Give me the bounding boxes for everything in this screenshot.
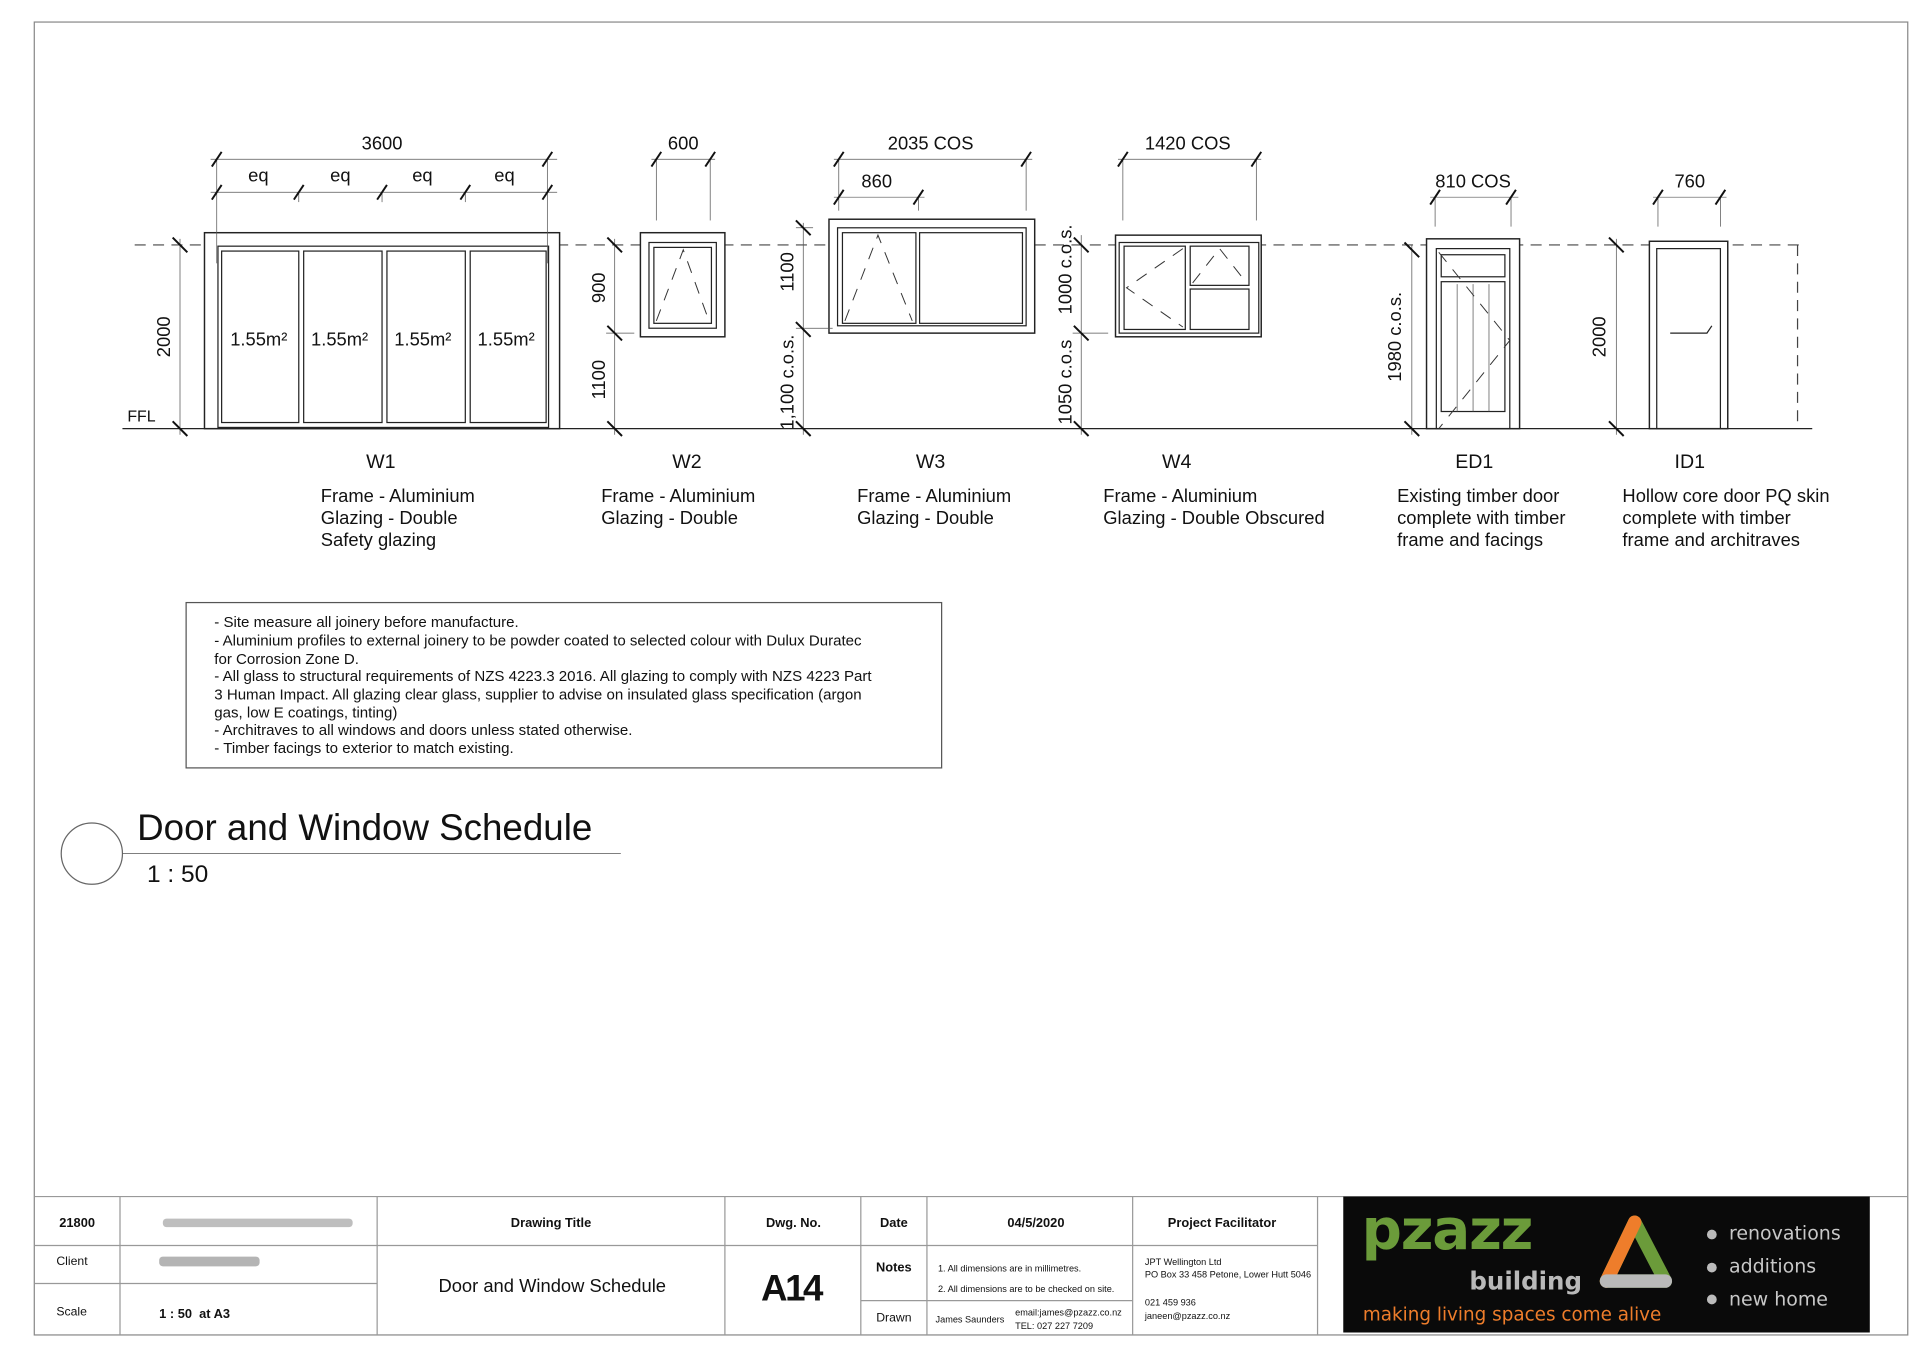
view-reference-circle (61, 823, 122, 884)
desc-line: complete with timber (1397, 507, 1566, 529)
pf-line: PO Box 33 458 Petone, Lower Hutt 5046 (1144, 1269, 1312, 1280)
w4-elevation (1054, 132, 1261, 436)
id1-width-dim: 760 (1674, 170, 1706, 192)
ed1-elevation (1384, 170, 1520, 436)
logo-sub: building (1469, 1266, 1583, 1296)
w2-width-dim: 600 (667, 132, 699, 154)
desc-line: frame and architraves (1622, 529, 1800, 551)
date-label: Date (879, 1215, 908, 1231)
w3-width-dim: 2035 COS (887, 132, 974, 154)
client-label: Client (56, 1254, 88, 1269)
desc-line: complete with timber (1622, 507, 1791, 529)
ffl-label: FFL (127, 408, 156, 426)
logo-tagline: making living spaces come alive (1362, 1304, 1662, 1326)
drawn-by: James Saunders (935, 1314, 1005, 1325)
note-line: gas, low E coatings, tinting) (214, 704, 398, 722)
w3-head-dim: 1100 (776, 252, 798, 292)
desc-line: Frame - Aluminium (320, 485, 475, 507)
desc-line: Safety glazing (320, 529, 437, 551)
drawing-title: Door and Window Schedule (438, 1275, 667, 1297)
drawn-tel: TEL: 027 227 7209 (1015, 1320, 1094, 1331)
w2-head-dim: 900 (587, 272, 609, 304)
w4-head-dim: 1000 c.o.s. (1054, 224, 1076, 315)
drawn-label: Drawn (876, 1310, 912, 1325)
desc-line: Existing timber door (1397, 485, 1560, 507)
panel-area: 1.55m² (311, 328, 369, 350)
dwg-no-label: Dwg. No. (766, 1215, 821, 1231)
service-item: renovations (1728, 1222, 1841, 1245)
tag-w1: W1 (366, 450, 396, 473)
tag-id1: ID1 (1674, 450, 1706, 473)
note-line: - Aluminium profiles to external joinery to be powder coated to selected colour with Dulux Duratec (214, 632, 862, 650)
desc-line: Glazing - Double (857, 507, 994, 529)
drawing-title-label: Drawing Title (510, 1215, 592, 1231)
title-block (34, 1197, 1907, 1335)
panel-area: 1.55m² (230, 328, 288, 350)
service-item: additions (1728, 1255, 1817, 1278)
general-notes-box (186, 603, 942, 768)
tag-w4: W4 (1162, 450, 1192, 473)
w1-elevation (153, 132, 559, 436)
w3-sill-dim: 1,100 c.o.s. (776, 334, 798, 430)
date-value: 04/5/2020 (1007, 1215, 1065, 1231)
desc-line: frame and facings (1397, 529, 1544, 551)
note-line: - Site measure all joinery before manufacture. (214, 614, 519, 632)
tb-note: 2. All dimensions are to be checked on site. (937, 1284, 1115, 1295)
redacted-client (159, 1257, 259, 1267)
eq-dim: eq (494, 164, 515, 186)
panel-area: 1.55m² (477, 328, 535, 350)
pf-line: janeen@pzazz.co.nz (1144, 1311, 1231, 1322)
w1-width-dim: 3600 (361, 132, 403, 154)
schedule-labels (321, 451, 1830, 550)
w1-height-dim: 2000 (153, 316, 175, 358)
redacted-address (163, 1219, 353, 1228)
desc-line: Frame - Aluminium (1103, 485, 1258, 507)
panel-area: 1.55m² (394, 328, 452, 350)
note-line: - Architraves to all windows and doors unless stated otherwise. (214, 721, 633, 739)
service-item: new home (1728, 1288, 1828, 1311)
tag-w3: W3 (915, 450, 946, 473)
notes-label: Notes (876, 1259, 912, 1275)
eq-dim: eq (330, 164, 351, 186)
bullet-icon (1707, 1263, 1717, 1273)
bullet-icon (1707, 1295, 1717, 1305)
scale-value: 1 : 50 at A3 (159, 1305, 231, 1321)
desc-line: Glazing - Double Obscured (1103, 507, 1325, 529)
id1-height-dim: 2000 (1588, 316, 1610, 358)
w3-elevation (776, 132, 1034, 436)
note-line: for Corrosion Zone D. (214, 650, 359, 668)
ed1-width-dim: 810 COS (1435, 170, 1511, 192)
logo-brand: pzazz (1361, 1198, 1533, 1264)
w4-sill-dim: 1050 c.o.s (1054, 339, 1076, 425)
pf-line: JPT Wellington Ltd (1144, 1257, 1222, 1268)
drawn-email: email:james@pzazz.co.nz (1015, 1307, 1122, 1318)
view-title-text: Door and Window Schedule (137, 807, 593, 849)
scale-label: Scale (56, 1304, 87, 1319)
eq-dim: eq (412, 164, 433, 186)
view-scale: 1 : 50 (146, 860, 209, 888)
desc-line: Hollow core door PQ skin (1622, 485, 1830, 507)
pzazz-logo (1343, 1197, 1870, 1333)
w4-width-dim: 1420 COS (1144, 132, 1231, 154)
eq-dim: eq (248, 164, 269, 186)
note-line: - Timber facings to exterior to match existing. (214, 740, 514, 758)
w2-elevation (588, 132, 725, 436)
desc-line: Glazing - Double (320, 507, 458, 529)
desc-line: Glazing - Double (601, 507, 738, 529)
ed1-height-dim: 1980 c.o.s. (1383, 291, 1405, 382)
tb-note: 1. All dimensions are in millimetres. (937, 1263, 1082, 1274)
note-line: - All glass to structural requirements of NZS 4223.3 2016. All glazing to comply with NZS 4223 Part (214, 667, 872, 685)
tag-w2: W2 (672, 450, 702, 473)
note-line: 3 Human Impact. All glazing clear glass, supplier to advise on insulated glass specification (argon (214, 686, 862, 704)
pf-line: 021 459 936 (1144, 1297, 1196, 1308)
w2-sill-dim: 1100 (587, 359, 609, 400)
view-title (61, 807, 621, 888)
desc-line: Frame - Aluminium (857, 485, 1012, 507)
pf-label: Project Facilitator (1167, 1215, 1277, 1231)
job-number: 21800 (59, 1215, 96, 1231)
id1-elevation (1588, 170, 1797, 436)
tag-ed1: ED1 (1455, 450, 1494, 473)
bullet-icon (1707, 1230, 1717, 1240)
dwg-no: A14 (761, 1267, 822, 1309)
w3-sash-width-dim: 860 (861, 170, 893, 192)
desc-line: Frame - Aluminium (601, 485, 756, 507)
